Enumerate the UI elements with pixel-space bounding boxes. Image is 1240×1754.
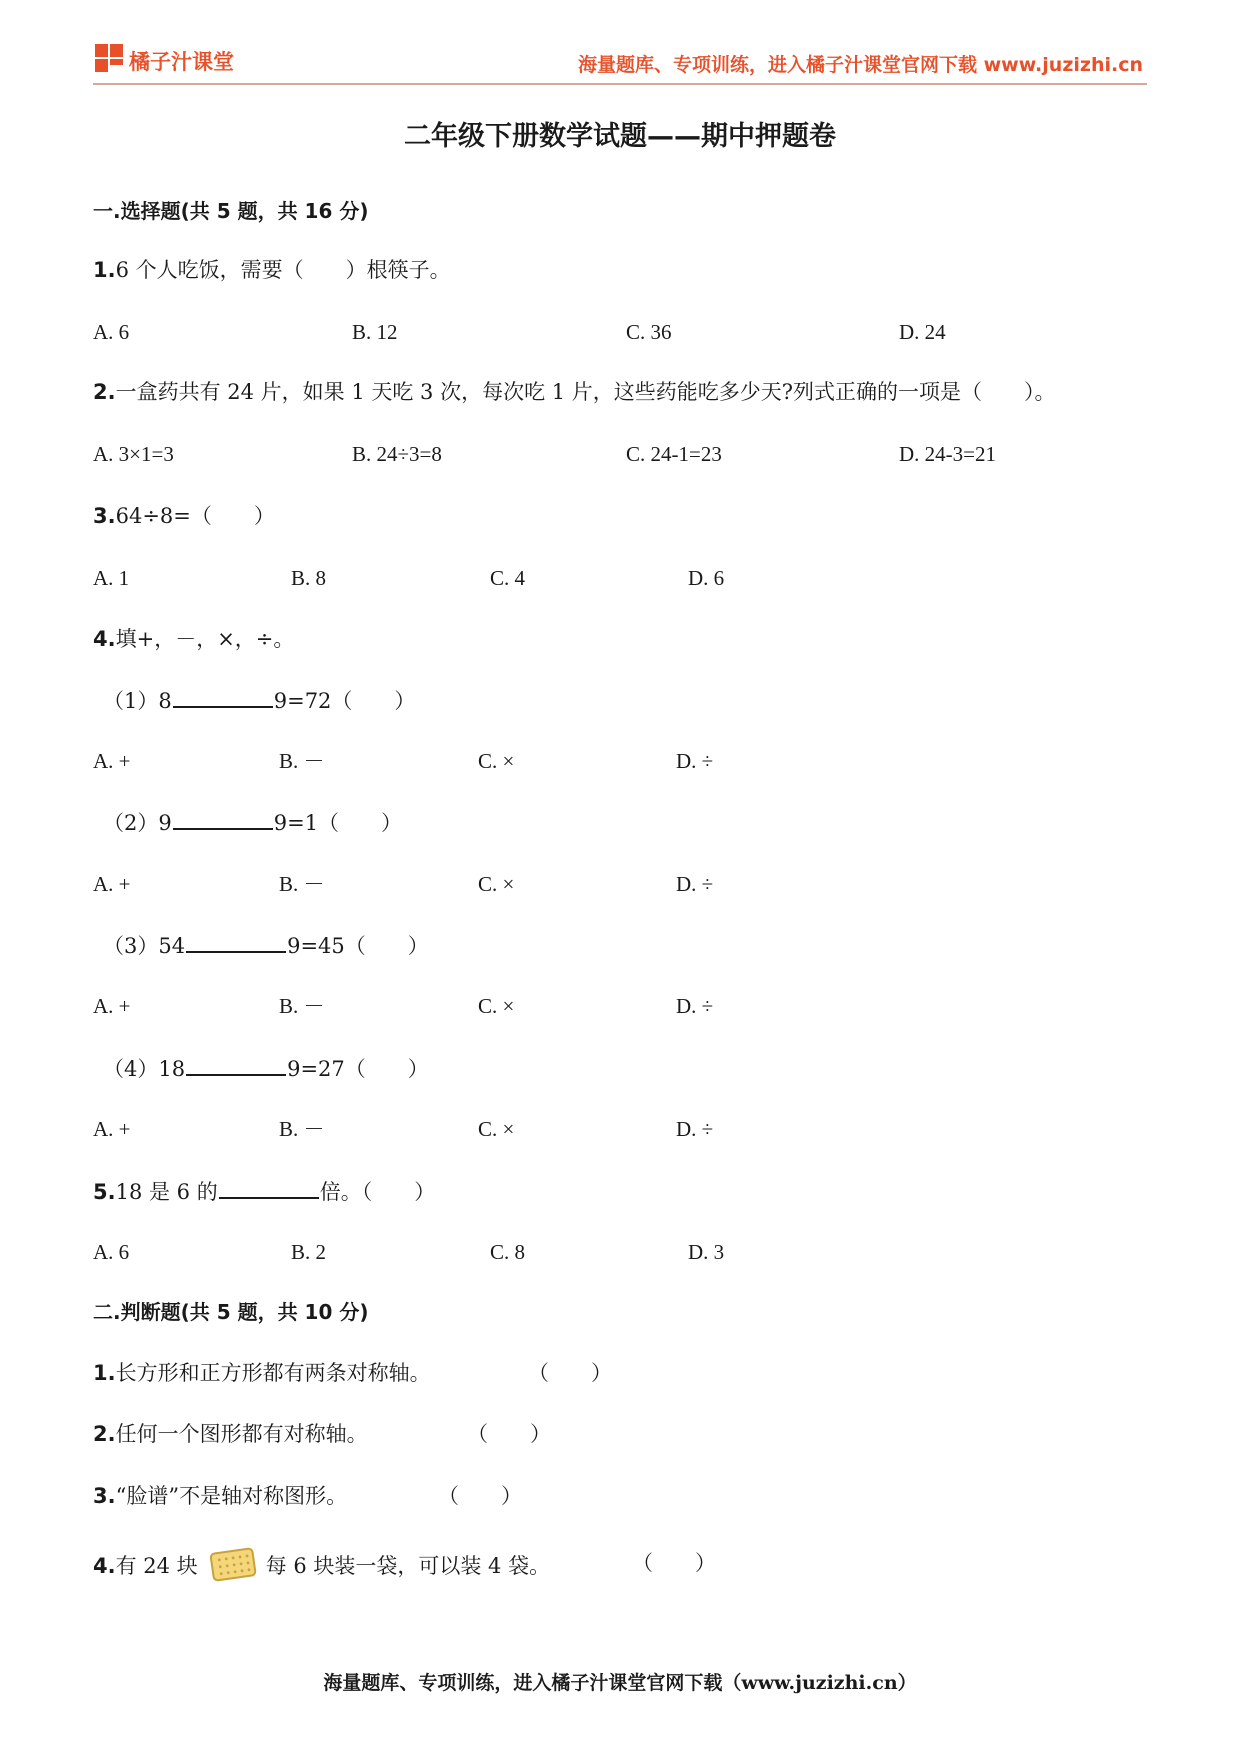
page-title: 二年级下册数学试题——期中押题卷	[404, 121, 836, 152]
judge-question-3: 3.“脸谱”不是轴对称图形。	[93, 1484, 348, 1508]
option: C. ×	[478, 994, 515, 1018]
option: D. ÷	[676, 749, 714, 773]
option: B. －	[279, 749, 325, 773]
option: A. +	[93, 994, 131, 1018]
logo-icon	[95, 44, 123, 72]
option: D. ÷	[676, 1117, 714, 1141]
question-3: 3.64÷8=（ ）	[93, 504, 275, 528]
option: A. +	[93, 1117, 131, 1141]
answer-blank	[173, 686, 273, 708]
sub-question-1: （1）8 9=72（ ）	[103, 686, 415, 715]
option: D. 24-3=21	[899, 442, 997, 466]
judge-question-4: 4.有 24 块 每 6 块装一袋，可以装 4 袋。	[93, 1544, 550, 1591]
answer-blank	[186, 931, 286, 953]
judge-question-1: 1.长方形和正方形都有两条对称轴。	[93, 1361, 431, 1385]
judge-question-2: 2.任何一个图形都有对称轴。	[93, 1422, 368, 1446]
option: B. 2	[291, 1240, 327, 1264]
option: C. 8	[490, 1240, 526, 1264]
option: A. 1	[93, 566, 130, 590]
option: A. 6	[93, 1240, 130, 1264]
biscuit-icon	[208, 1544, 258, 1591]
option: A. +	[93, 872, 131, 896]
sub-question-2: （2）9 9=1（ ）	[103, 808, 402, 837]
option: D. 24	[899, 320, 946, 344]
question-5: 5.18 是 6 的 倍。（ ）	[93, 1177, 435, 1206]
sub-question-4: （4）18 9=27（ ）	[103, 1054, 429, 1083]
option: B. －	[279, 994, 325, 1018]
answer-blank	[173, 808, 273, 830]
option: B. 8	[291, 566, 327, 590]
option: B. 12	[352, 320, 398, 344]
section-heading-judge: 二.判断题(共 5 题，共 10 分)	[93, 1300, 369, 1324]
option: A. 6	[93, 320, 130, 344]
header-slogan: 海量题库、专项训练，进入橘子汁课堂官网下载 www.juzizhi.cn	[578, 54, 1143, 76]
option: C. ×	[478, 749, 515, 773]
answer-blank	[186, 1054, 286, 1076]
question-4: 4.填+，－，×，÷。	[93, 627, 295, 651]
option: C. 4	[490, 566, 526, 590]
sub-question-3: （3）54 9=45（ ）	[103, 931, 429, 960]
section-heading-choice: 一.选择题(共 5 题，共 16 分)	[93, 199, 369, 223]
option: D. ÷	[676, 994, 714, 1018]
question-2: 2.一盒药共有 24 片，如果 1 天吃 3 次，每次吃 1 片，这些药能吃多少天?列式正确的一项是（ ）。	[93, 380, 1056, 404]
option: C. 24-1=23	[626, 442, 722, 466]
option: B. －	[279, 1117, 325, 1141]
option: A. 3×1=3	[93, 442, 174, 466]
header-divider	[93, 83, 1147, 85]
answer-paren: （ ）	[632, 1551, 716, 1575]
answer-paren: （ ）	[528, 1361, 612, 1385]
option: B. 24÷3=8	[352, 442, 442, 466]
option: C. ×	[478, 872, 515, 896]
option: A. +	[93, 749, 131, 773]
option: C. 36	[626, 320, 672, 344]
option: D. 3	[688, 1240, 725, 1264]
answer-paren: （ ）	[438, 1484, 522, 1508]
option: D. ÷	[676, 872, 714, 896]
question-1: 1.6 个人吃饭，需要（ ）根筷子。	[93, 258, 451, 282]
brand-name: 橘子汁课堂	[129, 50, 234, 74]
option: D. 6	[688, 566, 725, 590]
page-footer: 海量题库、专项训练，进入橘子汁课堂官网下载（www.juzizhi.cn）	[323, 1672, 917, 1694]
answer-paren: （ ）	[467, 1422, 551, 1446]
answer-blank	[219, 1177, 319, 1199]
option: C. ×	[478, 1117, 515, 1141]
option: B. －	[279, 872, 325, 896]
